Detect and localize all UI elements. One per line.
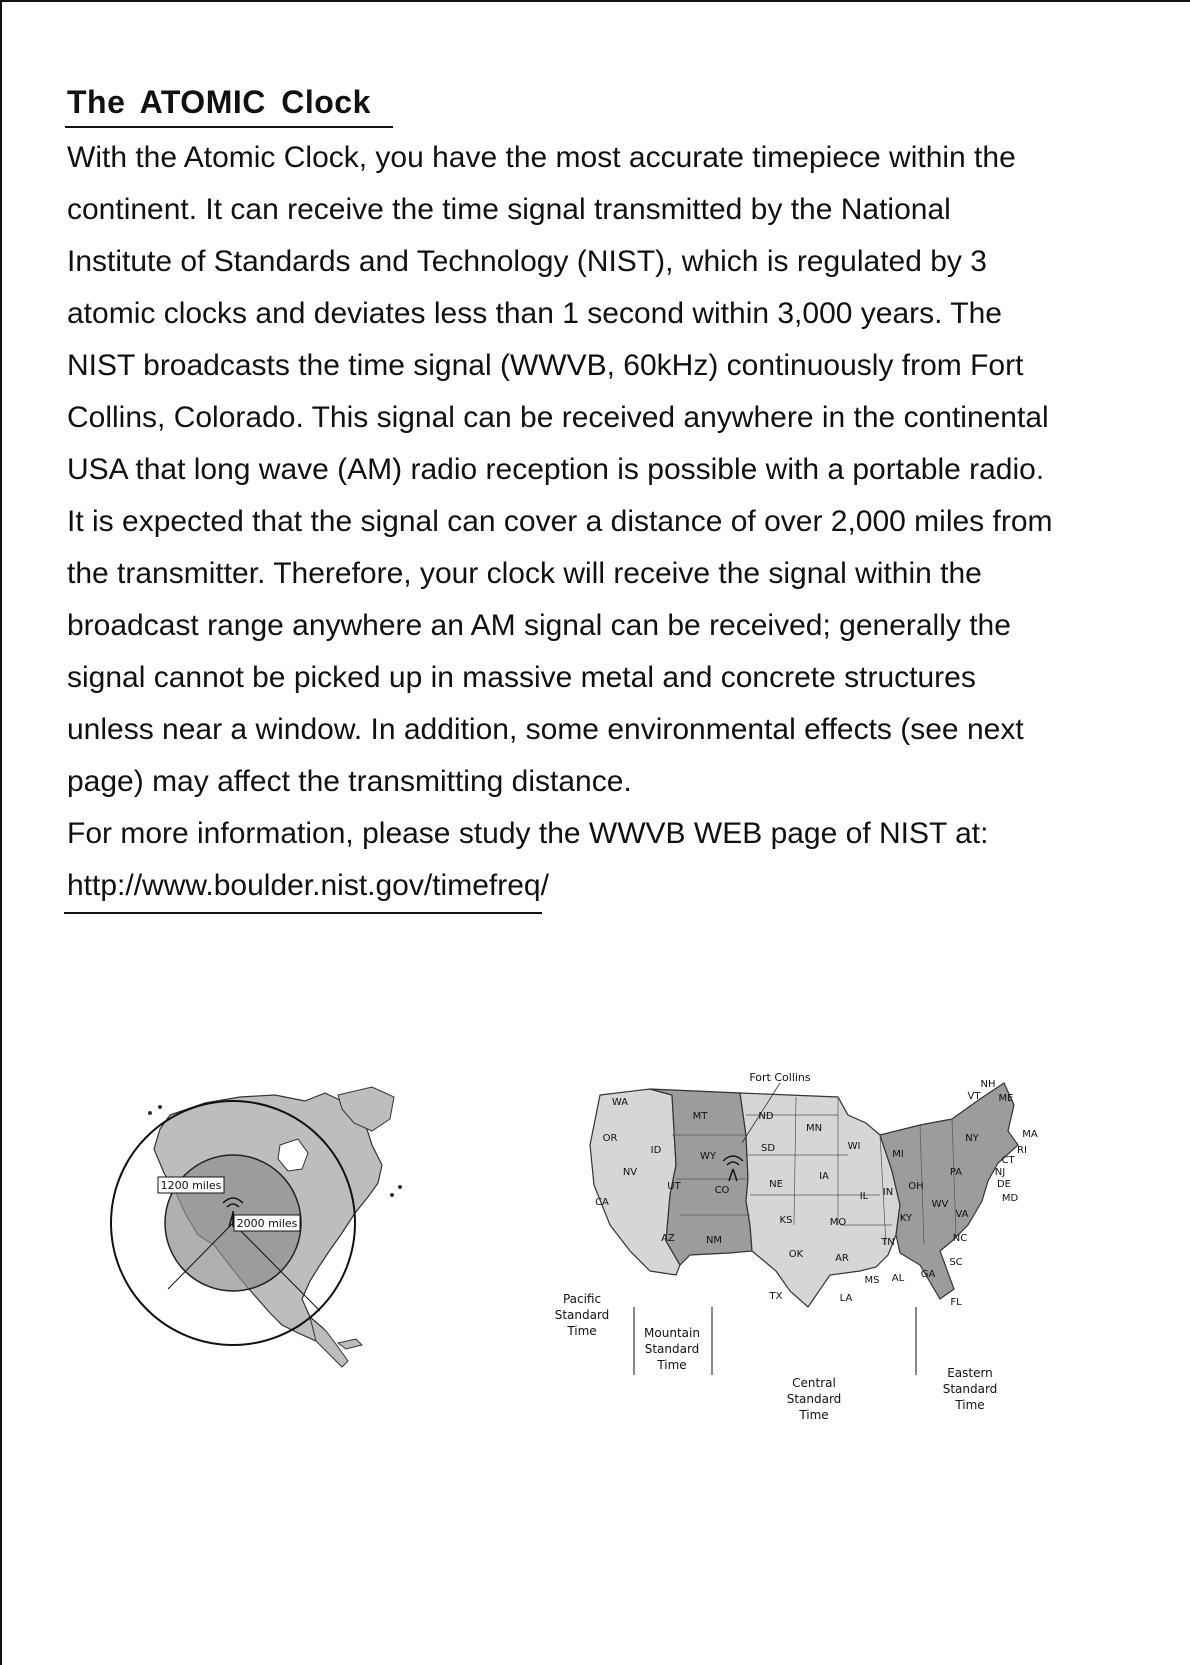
central-zone-label: Central xyxy=(792,1376,836,1390)
state-label: CT xyxy=(1001,1155,1015,1166)
state-label: KS xyxy=(779,1215,793,1226)
state-label: TX xyxy=(769,1291,783,1302)
state-label: AL xyxy=(891,1273,905,1284)
paragraph-line: USA that long wave (AM) radio reception is possible with a portable radio. xyxy=(67,453,1045,486)
eastern-zone-label: Time xyxy=(955,1398,985,1412)
mountain-zone-label: Time xyxy=(657,1358,687,1372)
nist-url-link[interactable]: http://www.boulder.nist.gov/timefreq/ xyxy=(67,869,549,902)
paragraph-line: broadcast range anywhere an AM signal can be received; generally the xyxy=(67,609,1011,642)
paragraph-line: It is expected that the signal can cover a distance of over 2,000 miles from xyxy=(67,505,1053,538)
state-label: AR xyxy=(835,1253,849,1264)
paragraph-line: NIST broadcasts the time signal (WWVB, 60kHz) continuously from Fort xyxy=(67,349,1024,382)
state-label: AZ xyxy=(661,1233,675,1244)
us-time-zone-map xyxy=(554,1071,1140,1475)
state-label: VT xyxy=(967,1091,981,1102)
state-label: NJ xyxy=(994,1167,1006,1178)
state-label: SC xyxy=(949,1257,963,1268)
state-label: ID xyxy=(650,1145,662,1156)
state-label: OR xyxy=(602,1133,618,1144)
page-frame-left xyxy=(0,0,2,1665)
state-label: DE xyxy=(996,1179,1012,1190)
paragraph-line: With the Atomic Clock, you have the most accurate timepiece within the xyxy=(67,141,1016,174)
paragraph-line: unless near a window. In addition, some environmental effects (see next xyxy=(67,713,1024,746)
state-label: IN xyxy=(882,1187,894,1198)
state-label: MT xyxy=(692,1111,708,1122)
state-label: MA xyxy=(1022,1129,1038,1140)
body-paragraph xyxy=(67,132,1127,912)
state-label: VA xyxy=(955,1209,969,1220)
pacific-zone-label: Pacific xyxy=(562,1292,602,1306)
paragraph-line: signal cannot be picked up in massive metal and concrete structures xyxy=(67,661,976,694)
state-label: NC xyxy=(952,1233,968,1244)
state-label: MI xyxy=(892,1149,904,1160)
inner-radius-label: 1200 miles xyxy=(160,1179,222,1192)
paragraph-line: Collins, Colorado. This signal can be received anywhere in the continental xyxy=(67,401,1049,434)
state-label: WV xyxy=(931,1199,949,1210)
state-label: KY xyxy=(899,1213,913,1224)
state-label: CA xyxy=(595,1197,609,1208)
state-label: IA xyxy=(819,1171,829,1182)
state-label: FL xyxy=(950,1297,962,1308)
paragraph-line: page) may affect the transmitting distance. xyxy=(67,765,632,798)
state-label: UT xyxy=(667,1181,681,1192)
state-label: NH xyxy=(980,1079,996,1090)
pacific-zone-label: Time xyxy=(567,1324,597,1338)
state-label: WA xyxy=(611,1097,629,1108)
central-zone-label: Standard xyxy=(786,1392,842,1406)
state-label: WI xyxy=(847,1141,861,1152)
state-label: NE xyxy=(769,1179,783,1190)
state-label: MO xyxy=(829,1217,847,1228)
state-label: ND xyxy=(758,1111,774,1122)
fort-collins-label: Fort Collins xyxy=(749,1071,811,1084)
mountain-zone-label: Standard xyxy=(644,1342,700,1356)
broadcast-range-map xyxy=(110,1085,440,1415)
mountain-zone-label: Mountain xyxy=(644,1326,700,1340)
state-label: NV xyxy=(622,1167,638,1178)
state-label: RI xyxy=(1017,1145,1027,1156)
state-label: OK xyxy=(788,1249,804,1260)
state-label: NY xyxy=(965,1133,979,1144)
central-zone-label: Time xyxy=(799,1408,829,1422)
paragraph-line: atomic clocks and deviates less than 1 second within 3,000 years. The xyxy=(67,297,1002,330)
paragraph-line: For more information, please study the WWVB WEB page of NIST at: xyxy=(67,817,989,850)
state-label: MS xyxy=(864,1275,880,1286)
page-frame-top xyxy=(0,0,1190,2)
state-label: ME xyxy=(998,1093,1014,1104)
state-label: OH xyxy=(908,1181,924,1192)
state-label: IL xyxy=(859,1191,869,1202)
eastern-zone-label: Eastern xyxy=(947,1366,993,1380)
state-label: MN xyxy=(805,1123,823,1134)
eastern-zone-label: Standard xyxy=(942,1382,998,1396)
state-label: WY xyxy=(700,1151,716,1162)
state-label: CO xyxy=(714,1185,730,1196)
state-label: GA xyxy=(920,1269,936,1280)
state-label: NM xyxy=(705,1235,723,1246)
page-title: The ATOMIC Clock xyxy=(67,84,371,120)
pacific-zone-label: Standard xyxy=(554,1308,610,1322)
paragraph-line: continent. It can receive the time signal transmitted by the National xyxy=(67,193,951,226)
paragraph-line: Institute of Standards and Technology (NIST), which is regulated by 3 xyxy=(67,245,987,278)
outer-radius-label: 2000 miles xyxy=(236,1217,298,1230)
state-label: SD xyxy=(760,1143,776,1154)
state-label: PA xyxy=(949,1167,963,1178)
paragraph-line: the transmitter. Therefore, your clock will receive the signal within the xyxy=(67,557,982,590)
url-underline xyxy=(64,912,542,914)
title-underline xyxy=(65,126,393,128)
state-label: LA xyxy=(839,1293,853,1304)
state-label: TN xyxy=(881,1237,895,1248)
state-label: MD xyxy=(1001,1193,1019,1204)
zone-labels xyxy=(555,1292,998,1422)
